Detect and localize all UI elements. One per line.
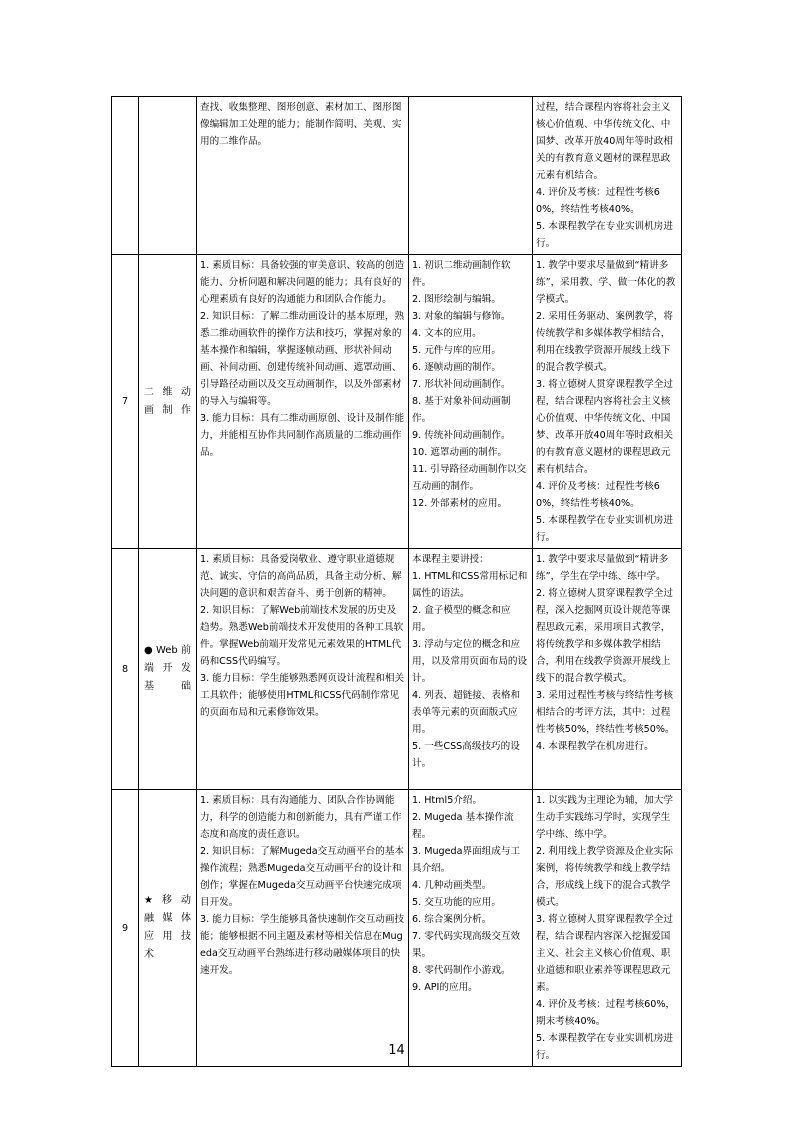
teaching-requirements-item: 4. 本课程教学在机房进行。 [536, 741, 654, 752]
course-number: 8 [112, 549, 139, 790]
course-number: 9 [112, 790, 139, 1067]
table-row [112, 549, 682, 790]
teaching-requirements-item: 2. 将立德树人贯穿课程教学全过程，深入挖掘网页设计规范等课程思政元素，采用项目式教学，将传统教学和多媒体教学相结合，利用在线教学资源开展线上线下的混合教学模式。 [536, 588, 673, 684]
course-content-item: 1. 初识二维动画制作软件。 [412, 260, 511, 288]
teaching-requirements-item: 3. 采用过程性考核与终结性考核相结合的考评方法，其中：过程性考核50%，终结性考核50%。 [536, 690, 675, 735]
course-name-line: 术 [144, 949, 154, 960]
course-name-line: 应用技 [144, 931, 191, 942]
course-content-item: 8. 零代码制作小游戏。 [412, 965, 511, 976]
course-content-item: 4. 几种动画类型。 [412, 880, 492, 891]
course-table [111, 96, 682, 1067]
teaching-requirements-item: 2. 采用任务驱动、案例教学，将传统教学和多媒体教学相结合，利用在线教学资源开展线上线下的混合教学模式。 [536, 311, 673, 373]
course-name [139, 255, 197, 549]
course-name-line: ★移动 [144, 895, 191, 906]
course-content-item: 10. 遮罩动画的制作。 [412, 447, 508, 458]
course-content-item: 5. 元件与库的应用。 [412, 345, 501, 356]
course-name-line: 二维动 [144, 386, 191, 398]
course-goals-item: 1. 素质目标：具备爱岗敬业、遵守职业道德规范、诚实、守信的高尚品质，具备主动分析、解决问题的意识和艰苦奋斗、勇于创新的精神。 [200, 554, 402, 599]
course-goals [197, 549, 409, 790]
course-content-item: 12. 外部素材的应用。 [412, 498, 508, 509]
teaching-requirements-item: 4. 评价及考核：过程性考核60%，终结性考核40%。 [536, 481, 660, 509]
course-name [139, 549, 197, 790]
course-goals-item: 查找、收集整理、图形创意、素材加工、图形图像编辑加工处理的能力；能制作简明、美观、实用的二维作品。 [200, 102, 402, 147]
teaching-requirements [533, 97, 682, 255]
course-content-item: 6. 综合案例分析。 [412, 914, 492, 925]
course-content-item: 7. 零代码实现高级交互效果。 [412, 931, 521, 959]
course-name-line: 基础 [144, 681, 191, 692]
course-goals [197, 97, 409, 255]
course-goals-item: 2. 知识目标：了解二维动画设计的基本原理，熟悉二维动画软件的操作方法和技巧，掌握对象的基本操作和编辑，掌握逐帧动画、形状补间动画、补间动画、创建传统补间动画、遮罩动画、引导路径动画以及交互动画制作，以及外部素材的导入与编辑等。 [200, 311, 405, 407]
teaching-requirements-item: 5. 本课程教学在专业实训机房进行。 [536, 1033, 673, 1061]
course-goals [197, 790, 409, 1067]
course-content-item: 6. 逐帧动画的制作。 [412, 362, 501, 373]
teaching-requirements [533, 790, 682, 1067]
course-content [409, 97, 533, 255]
course-content [409, 790, 533, 1067]
course-name-line: 融媒体 [144, 913, 191, 924]
course-content-item: 3. 浮动与定位的概念和应用，以及常用页面布局的设计。 [412, 639, 528, 684]
teaching-requirements [533, 255, 682, 549]
course-name [139, 97, 197, 255]
course-name-line: ●Web前 [144, 645, 191, 656]
table-row [112, 255, 682, 549]
course-content-item: 5. 一些CSS高级技巧的设计。 [412, 741, 520, 769]
course-content-item: 8. 基于对象补间动画制作。 [412, 396, 511, 424]
table-row [112, 790, 682, 1067]
course-content [409, 255, 533, 549]
course-table-body [112, 97, 682, 1067]
teaching-requirements-item: 4. 评价及考核：过程性考核60%，终结性考核40%。 [536, 187, 660, 215]
course-goals-item: 1. 素质目标：具有沟通能力、团队合作协调能力，科学的创造能力和创新能力，具有严谨工作态度和高度的责任意识。 [200, 795, 402, 840]
course-goals-item: 2. 知识目标：了解Mugeda交互动画平台的基本操作流程；熟悉Mugeda交互动画平台的设计和创作；掌握在Mugeda交互动画平台快速完成项目开发。 [200, 846, 405, 908]
course-content-item: 7. 形状补间动画制作。 [412, 379, 511, 390]
course-number [112, 97, 139, 255]
course-content [409, 549, 533, 790]
teaching-requirements-item: 5. 本课程教学在专业实训机房进行。 [536, 221, 673, 249]
teaching-requirements-item: 3. 将立德树人贯穿课程教学全过程，结合课程内容深入挖掘爱国主义、社会主义核心价值观、职业道德和职业素养等课程思政元素。 [536, 914, 673, 993]
teaching-requirements [533, 549, 682, 790]
course-goals-item: 1. 素质目标：具备较强的审美意识、较高的创造能力、分析问题和解决问题的能力；具有良好的心理素质有良好的沟通能力和团队合作能力。 [200, 260, 405, 305]
teaching-requirements-item: 2. 利用线上教学资源及企业实际案例，将传统教学和线上教学结合，形成线上线下的混合式教学模式。 [536, 846, 673, 908]
course-content-item: 11. 引导路径动画制作以交互动画的制作。 [412, 464, 527, 492]
teaching-requirements-item: 4. 评价及考核：过程考核60%，期末考核40%。 [536, 999, 676, 1027]
course-name-line: 端开发 [144, 663, 191, 674]
course-content-item: 1. HTML和CSS常用标记和属性的语法。 [412, 571, 528, 599]
course-goals-item: 2. 知识目标：了解Web前端技术发展的历史及趋势。熟悉Web前端技术开发使用的各种工具软件。掌握Web前端开发常见元素效果的HTML代码和CSS代码编写。 [200, 605, 404, 667]
teaching-requirements-item: 过程，结合课程内容将社会主义核心价值观、中华传统文化、中国梦、改革开放40周年等时政相关的有教育意义题材的课程思政元素有机结合。 [536, 102, 673, 181]
course-content-item: 4. 列表、超链接、表格和表单等元素的页面版式应用。 [412, 690, 521, 735]
course-name [139, 790, 197, 1067]
course-content-item: 2. Mugeda 基本操作流程。 [412, 812, 514, 840]
course-goals-item: 3. 能力目标：学生能够熟悉网页设计流程和相关工具软件；能够使用HTML和CSS代码制作常见的页面布局和元素修饰效果。 [200, 673, 405, 718]
teaching-requirements-item: 1. 以实践为主理论为辅，加大学生动手实践练习学时，实现学生学中练、练中学。 [536, 795, 673, 840]
course-content-item: 9. API的应用。 [412, 982, 478, 993]
course-goals [197, 255, 409, 549]
course-content-item: 2. 图形绘制与编辑。 [412, 294, 501, 305]
course-number: 7 [112, 255, 139, 549]
course-name-line: 画制作 [144, 404, 191, 416]
teaching-requirements-item: 3. 将立德树人贯穿课程教学全过程，结合课程内容将社会主义核心价值观、中华传统文化、中国梦、改革开放40周年等时政相关的有教育意义题材的课程思政元素有机结合。 [536, 379, 673, 475]
course-content-item: 4. 文本的应用。 [412, 328, 482, 339]
course-content-item: 2. 盒子模型的概念和应用。 [412, 605, 511, 633]
page-number: 14 [388, 1043, 405, 1058]
course-goals-item: 3. 能力目标：学生能够具备快速制作交互动画技能；能够根据不同主题及素材等相关信息在Mugeda交互动画平台熟练进行移动融媒体项目的快速开发。 [200, 914, 405, 976]
course-content-item: 3. 对象的编辑与修饰。 [412, 311, 511, 322]
teaching-requirements-item: 5. 本课程教学在专业实训机房进行。 [536, 515, 673, 543]
course-content-item: 本课程主要讲授： [412, 554, 489, 565]
course-goals-item: 3. 能力目标：具有二维动画原创、设计及制作能力，并能相互协作共同制作高质量的二维动画作品。 [200, 413, 405, 458]
teaching-requirements-item: 1. 教学中要求尽量做到“精讲多练”，采用教、学、做一体化的教学模式。 [536, 260, 676, 305]
table-row [112, 97, 682, 255]
course-content-item: 9. 传统补间动画制作。 [412, 430, 511, 441]
teaching-requirements-item: 1. 教学中要求尽量做到“精讲多练”，学生在学中练、练中学。 [536, 554, 669, 582]
course-content-item: 3. Mugeda界面组成与工具介绍。 [412, 846, 521, 874]
course-content-item: 5. 交互功能的应用。 [412, 897, 501, 908]
course-content-item: 1. Html5介绍。 [412, 795, 483, 806]
